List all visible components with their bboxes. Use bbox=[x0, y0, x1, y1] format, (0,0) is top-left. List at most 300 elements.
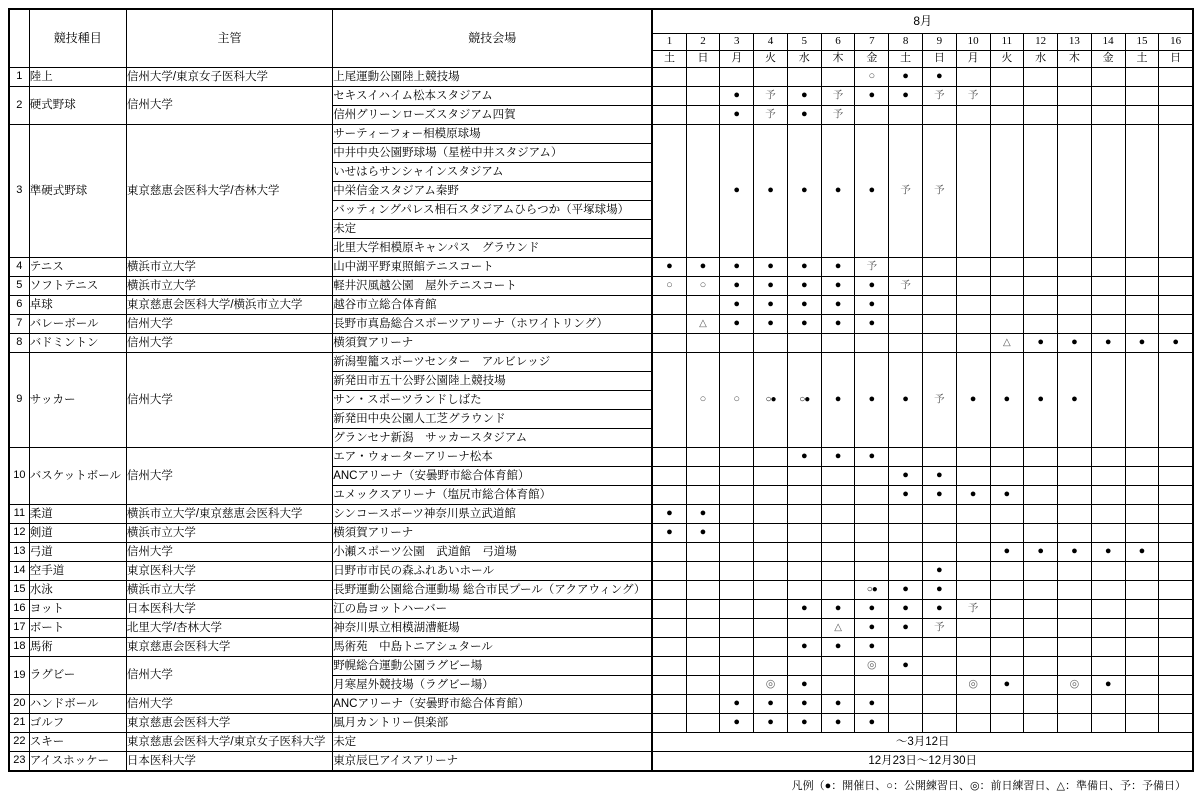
mark-competition-day: ● bbox=[699, 526, 707, 539]
schedule-cell-day-1 bbox=[652, 467, 686, 486]
schedule-cell-day-11 bbox=[990, 68, 1024, 87]
mark-competition-day: ● bbox=[936, 602, 943, 615]
organizer-name: 信州大学 bbox=[126, 315, 332, 334]
mark-reserve-day: 予 bbox=[765, 89, 776, 102]
schedule-cell-day-15 bbox=[1125, 334, 1159, 353]
row-number: 13 bbox=[9, 543, 29, 562]
schedule-cell-day-12 bbox=[1024, 486, 1058, 505]
schedule-cell-day-12 bbox=[1024, 524, 1058, 543]
mark-competition-day: ● bbox=[800, 678, 808, 691]
mark-competition-day: ● bbox=[733, 260, 741, 273]
schedule-cell-day-16 bbox=[1159, 581, 1193, 600]
mark-competition-day: ● bbox=[902, 602, 909, 615]
event-name: ハンドボール bbox=[29, 695, 126, 714]
mark-competition-day: ● bbox=[834, 716, 842, 729]
schedule-cell-day-6 bbox=[821, 638, 855, 657]
mark-competition-day: ● bbox=[868, 298, 876, 311]
schedule-cell-day-1 bbox=[652, 277, 686, 296]
schedule-cell-day-9 bbox=[922, 68, 956, 87]
mark-competition-day: ● bbox=[936, 469, 943, 482]
mark-prev-day-practice: ◎ bbox=[1069, 678, 1080, 691]
schedule-cell-day-10 bbox=[956, 467, 990, 486]
mark-competition-day: ● bbox=[1104, 336, 1112, 349]
day-weekday-3: 月 bbox=[720, 51, 754, 68]
organizer-name: 信州大学 bbox=[126, 448, 332, 505]
schedule-cell-day-1 bbox=[652, 315, 686, 334]
schedule-cell-day-9 bbox=[922, 467, 956, 486]
schedule-cell-day-6 bbox=[821, 106, 855, 125]
schedule-cell-day-15 bbox=[1125, 695, 1159, 714]
schedule-cell-day-9 bbox=[922, 486, 956, 505]
schedule-cell-day-13 bbox=[1058, 676, 1092, 695]
schedule-cell-day-3 bbox=[720, 68, 754, 87]
mark-competition-day: ● bbox=[868, 716, 876, 729]
mark-competition-day: ● bbox=[800, 89, 808, 102]
schedule-cell-day-11 bbox=[990, 258, 1024, 277]
table-row bbox=[9, 87, 1193, 106]
mark-competition-day: ● bbox=[902, 659, 909, 672]
schedule-cell-day-13 bbox=[1058, 334, 1092, 353]
schedule-cell-day-6 bbox=[821, 657, 855, 676]
schedule-cell-day-13 bbox=[1058, 714, 1092, 733]
mark-competition-day: ● bbox=[800, 602, 808, 615]
mark-competition-day: ● bbox=[834, 697, 842, 710]
mark-competition-day: ● bbox=[868, 184, 876, 197]
schedule-cell-day-7 bbox=[855, 334, 889, 353]
schedule-cell-day-7 bbox=[855, 125, 889, 258]
venue-name: グランセナ新潟 サッカースタジアム bbox=[333, 429, 653, 448]
schedule-cell-day-2 bbox=[686, 619, 720, 638]
schedule-cell-day-7 bbox=[855, 600, 889, 619]
schedule-cell-day-9 bbox=[922, 581, 956, 600]
schedule-cell-day-8 bbox=[889, 277, 923, 296]
schedule-cell-day-9 bbox=[922, 714, 956, 733]
schedule-cell-day-12 bbox=[1024, 353, 1058, 448]
mark-competition-day: ● bbox=[733, 298, 741, 311]
schedule-cell-day-7 bbox=[855, 258, 889, 277]
mark-competition-day: ● bbox=[1003, 488, 1011, 501]
schedule-cell-day-9 bbox=[922, 505, 956, 524]
schedule-cell-day-1 bbox=[652, 258, 686, 277]
mark-competition-day: ● bbox=[902, 469, 909, 482]
schedule-cell-day-13 bbox=[1058, 448, 1092, 467]
schedule-cell-day-2 bbox=[686, 315, 720, 334]
schedule-cell-day-4 bbox=[754, 334, 788, 353]
row-number: 21 bbox=[9, 714, 29, 733]
schedule-cell-day-7 bbox=[855, 467, 889, 486]
schedule-cell-day-2 bbox=[686, 600, 720, 619]
schedule-cell-day-5 bbox=[787, 315, 821, 334]
schedule-cell-day-1 bbox=[652, 486, 686, 505]
schedule-cell-day-15 bbox=[1125, 106, 1159, 125]
schedule-cell-day-9 bbox=[922, 106, 956, 125]
schedule-cell-day-13 bbox=[1058, 581, 1092, 600]
schedule-cell-day-3 bbox=[720, 676, 754, 695]
schedule-cell-day-6 bbox=[821, 315, 855, 334]
venue-name: 新発田中央公園人工芝グラウンド bbox=[333, 410, 653, 429]
schedule-cell-day-15 bbox=[1125, 315, 1159, 334]
schedule-cell-day-5 bbox=[787, 638, 821, 657]
table-header bbox=[9, 9, 1193, 68]
mark-preparation-day: △ bbox=[834, 622, 842, 634]
schedule-cell-day-10 bbox=[956, 315, 990, 334]
schedule-cell-day-10 bbox=[956, 581, 990, 600]
header-no bbox=[9, 9, 29, 68]
day-number-16: 16 bbox=[1159, 34, 1193, 51]
day-weekday-13: 木 bbox=[1058, 51, 1092, 68]
row-number: 11 bbox=[9, 505, 29, 524]
schedule-cell-day-12 bbox=[1024, 68, 1058, 87]
schedule-cell-day-6 bbox=[821, 448, 855, 467]
mark-preparation-day: △ bbox=[1003, 337, 1011, 349]
row-number: 17 bbox=[9, 619, 29, 638]
row-number: 19 bbox=[9, 657, 29, 695]
schedule-cell-day-11 bbox=[990, 676, 1024, 695]
mark-competition-day: ● bbox=[733, 108, 741, 121]
schedule-cell-day-8 bbox=[889, 486, 923, 505]
table-row bbox=[9, 752, 1193, 771]
schedule-cell-day-15 bbox=[1125, 68, 1159, 87]
day-weekday-2: 日 bbox=[686, 51, 720, 68]
venue-name: 長野市真島総合スポーツアリーナ（ホワイトリング） bbox=[333, 315, 653, 334]
schedule-cell-day-5 bbox=[787, 524, 821, 543]
mark-competition-day: ● bbox=[666, 507, 673, 520]
schedule-cell-day-4 bbox=[754, 353, 788, 448]
schedule-cell-day-7 bbox=[855, 562, 889, 581]
table-row bbox=[9, 68, 1193, 87]
schedule-cell-day-2 bbox=[686, 467, 720, 486]
organizer-name: 日本医科大学 bbox=[126, 600, 332, 619]
schedule-cell-day-6 bbox=[821, 676, 855, 695]
header-row-titles bbox=[9, 9, 1193, 34]
organizer-name: 信州大学 bbox=[126, 353, 332, 448]
schedule-cell-day-6 bbox=[821, 296, 855, 315]
event-name: 弓道 bbox=[29, 543, 126, 562]
schedule-cell-day-10 bbox=[956, 505, 990, 524]
schedule-cell-day-10 bbox=[956, 258, 990, 277]
schedule-period-note: 12月23日～12月30日 bbox=[652, 752, 1193, 771]
schedule-cell-day-4 bbox=[754, 106, 788, 125]
table-row bbox=[9, 733, 1193, 752]
venue-name: エア・ウォーターアリーナ松本 bbox=[333, 448, 653, 467]
mark-competition-day: ● bbox=[902, 89, 909, 102]
schedule-cell-day-15 bbox=[1125, 581, 1159, 600]
mark-competition-day: ● bbox=[969, 488, 977, 501]
schedule-cell-day-9 bbox=[922, 258, 956, 277]
schedule-cell-day-16 bbox=[1159, 695, 1193, 714]
schedule-cell-day-15 bbox=[1125, 353, 1159, 448]
table-row bbox=[9, 619, 1193, 638]
schedule-cell-day-1 bbox=[652, 353, 686, 448]
row-number: 5 bbox=[9, 277, 29, 296]
venue-name: 横須賀アリーナ bbox=[333, 524, 653, 543]
schedule-cell-day-8 bbox=[889, 695, 923, 714]
event-name: バドミントン bbox=[29, 334, 126, 353]
schedule-cell-day-5 bbox=[787, 505, 821, 524]
schedule-cell-day-1 bbox=[652, 581, 686, 600]
mark-competition-day: ● bbox=[767, 184, 774, 197]
mark-competition-day: ● bbox=[936, 70, 943, 83]
schedule-cell-day-8 bbox=[889, 315, 923, 334]
mark-competition-day: ● bbox=[1037, 545, 1044, 558]
schedule-cell-day-3 bbox=[720, 600, 754, 619]
schedule-cell-day-2 bbox=[686, 486, 720, 505]
venue-name: 月寒屋外競技場（ラグビー場） bbox=[333, 676, 653, 695]
day-weekday-6: 木 bbox=[821, 51, 855, 68]
schedule-cell-day-16 bbox=[1159, 296, 1193, 315]
schedule-cell-day-10 bbox=[956, 543, 990, 562]
schedule-cell-day-13 bbox=[1058, 657, 1092, 676]
organizer-name: 東京医科大学 bbox=[126, 562, 332, 581]
schedule-cell-day-8 bbox=[889, 638, 923, 657]
schedule-cell-day-10 bbox=[956, 695, 990, 714]
schedule-cell-day-14 bbox=[1091, 106, 1125, 125]
day-weekday-8: 土 bbox=[889, 51, 923, 68]
mark-competition-day: ● bbox=[834, 640, 842, 653]
schedule-cell-day-8 bbox=[889, 448, 923, 467]
schedule-cell-day-1 bbox=[652, 448, 686, 467]
day-number-8: 8 bbox=[889, 34, 923, 51]
schedule-cell-day-16 bbox=[1159, 619, 1193, 638]
schedule-cell-day-15 bbox=[1125, 125, 1159, 258]
mark-competition-day: ● bbox=[902, 70, 909, 83]
schedule-cell-day-8 bbox=[889, 619, 923, 638]
schedule-cell-day-2 bbox=[686, 581, 720, 600]
mark-competition-day: ● bbox=[1037, 393, 1044, 406]
schedule-cell-day-3 bbox=[720, 315, 754, 334]
schedule-cell-day-10 bbox=[956, 657, 990, 676]
schedule-cell-day-8 bbox=[889, 543, 923, 562]
schedule-cell-day-13 bbox=[1058, 486, 1092, 505]
schedule-cell-day-12 bbox=[1024, 543, 1058, 562]
mark-competition-day: ● bbox=[834, 602, 842, 615]
schedule-cell-day-15 bbox=[1125, 467, 1159, 486]
schedule-cell-day-3 bbox=[720, 524, 754, 543]
mark-competition-day: ● bbox=[800, 317, 808, 330]
schedule-cell-day-10 bbox=[956, 353, 990, 448]
mark-competition-day: ● bbox=[834, 184, 842, 197]
day-number-14: 14 bbox=[1091, 34, 1125, 51]
schedule-cell-day-14 bbox=[1091, 486, 1125, 505]
day-number-9: 9 bbox=[922, 34, 956, 51]
schedule-cell-day-3 bbox=[720, 543, 754, 562]
schedule-cell-day-14 bbox=[1091, 638, 1125, 657]
table-row bbox=[9, 353, 1193, 372]
row-number: 23 bbox=[9, 752, 29, 771]
schedule-cell-day-7 bbox=[855, 695, 889, 714]
mark-competition-day: ● bbox=[936, 564, 943, 577]
schedule-cell-day-11 bbox=[990, 581, 1024, 600]
mark-reserve-day: 予 bbox=[832, 108, 844, 121]
schedule-cell-day-16 bbox=[1159, 562, 1193, 581]
mark-competition-day: ● bbox=[902, 393, 909, 406]
mark-competition-day: ● bbox=[800, 716, 808, 729]
schedule-cell-day-13 bbox=[1058, 258, 1092, 277]
schedule-cell-day-3 bbox=[720, 87, 754, 106]
schedule-cell-day-14 bbox=[1091, 524, 1125, 543]
event-name: 硬式野球 bbox=[29, 87, 126, 125]
schedule-cell-day-4 bbox=[754, 676, 788, 695]
mark-competition-day: ● bbox=[868, 621, 876, 634]
schedule-cell-day-16 bbox=[1159, 505, 1193, 524]
table-row bbox=[9, 714, 1193, 733]
schedule-cell-day-15 bbox=[1125, 676, 1159, 695]
mark-competition-day: ● bbox=[800, 260, 808, 273]
schedule-cell-day-1 bbox=[652, 87, 686, 106]
schedule-cell-day-5 bbox=[787, 486, 821, 505]
schedule-cell-day-13 bbox=[1058, 524, 1092, 543]
schedule-cell-day-2 bbox=[686, 334, 720, 353]
schedule-cell-day-7 bbox=[855, 486, 889, 505]
mark-competition-day: ● bbox=[699, 507, 707, 520]
schedule-cell-day-7 bbox=[855, 315, 889, 334]
schedule-cell-day-11 bbox=[990, 106, 1024, 125]
schedule-cell-day-14 bbox=[1091, 125, 1125, 258]
schedule-cell-day-9 bbox=[922, 448, 956, 467]
schedule-cell-day-8 bbox=[889, 600, 923, 619]
organizer-name: 信州大学 bbox=[126, 657, 332, 695]
schedule-cell-day-15 bbox=[1125, 296, 1159, 315]
schedule-cell-day-6 bbox=[821, 695, 855, 714]
schedule-cell-day-12 bbox=[1024, 258, 1058, 277]
schedule-cell-day-8 bbox=[889, 524, 923, 543]
schedule-cell-day-1 bbox=[652, 334, 686, 353]
schedule-cell-day-11 bbox=[990, 657, 1024, 676]
organizer-name: 東京慈恵会医科大学/杏林大学 bbox=[126, 125, 332, 258]
venue-name: 未定 bbox=[333, 733, 653, 752]
schedule-cell-day-11 bbox=[990, 714, 1024, 733]
organizer-name: 横浜市立大学 bbox=[126, 524, 332, 543]
event-name: ヨット bbox=[29, 600, 126, 619]
schedule-cell-day-2 bbox=[686, 543, 720, 562]
mark-competition-day: ● bbox=[868, 393, 876, 406]
day-weekday-14: 金 bbox=[1091, 51, 1125, 68]
venue-name: ユメックスアリーナ（塩尻市総合体育館） bbox=[333, 486, 653, 505]
table-row bbox=[9, 277, 1193, 296]
schedule-cell-day-2 bbox=[686, 448, 720, 467]
mark-competition-day: ● bbox=[902, 488, 909, 501]
mark-competition-day: ● bbox=[767, 716, 774, 729]
day-number-13: 13 bbox=[1058, 34, 1092, 51]
schedule-cell-day-8 bbox=[889, 657, 923, 676]
schedule-cell-day-1 bbox=[652, 600, 686, 619]
mark-prev-day-practice: ◎ bbox=[867, 659, 877, 672]
venue-name: 新潟聖籠スポーツセンター アルビレッジ bbox=[333, 353, 653, 372]
table-row bbox=[9, 125, 1193, 144]
schedule-cell-day-5 bbox=[787, 600, 821, 619]
schedule-cell-day-16 bbox=[1159, 353, 1193, 448]
schedule-cell-day-15 bbox=[1125, 619, 1159, 638]
venue-name: ANCアリーナ（安曇野市総合体育館） bbox=[333, 695, 653, 714]
schedule-cell-day-1 bbox=[652, 505, 686, 524]
schedule-cell-day-5 bbox=[787, 334, 821, 353]
table-row bbox=[9, 638, 1193, 657]
schedule-cell-day-6 bbox=[821, 600, 855, 619]
schedule-cell-day-4 bbox=[754, 258, 788, 277]
schedule-cell-day-2 bbox=[686, 87, 720, 106]
schedule-cell-day-11 bbox=[990, 125, 1024, 258]
schedule-cell-day-4 bbox=[754, 657, 788, 676]
schedule-cell-day-9 bbox=[922, 296, 956, 315]
row-number: 15 bbox=[9, 581, 29, 600]
schedule-cell-day-14 bbox=[1091, 600, 1125, 619]
table-body bbox=[9, 68, 1193, 771]
organizer-name: 横浜市立大学 bbox=[126, 258, 332, 277]
schedule-cell-day-15 bbox=[1125, 448, 1159, 467]
day-number-6: 6 bbox=[821, 34, 855, 51]
mark-open-practice-day: ○ bbox=[699, 393, 707, 406]
schedule-cell-day-8 bbox=[889, 296, 923, 315]
schedule-cell-day-2 bbox=[686, 657, 720, 676]
schedule-cell-day-12 bbox=[1024, 125, 1058, 258]
venue-name: 新発田市五十公野公園陸上競技場 bbox=[333, 372, 653, 391]
schedule-cell-day-15 bbox=[1125, 87, 1159, 106]
mark-competition-day: ● bbox=[733, 279, 741, 292]
event-name: 剣道 bbox=[29, 524, 126, 543]
table-row bbox=[9, 600, 1193, 619]
schedule-cell-day-1 bbox=[652, 543, 686, 562]
schedule-cell-day-3 bbox=[720, 562, 754, 581]
schedule-cell-day-2 bbox=[686, 125, 720, 258]
schedule-cell-day-16 bbox=[1159, 543, 1193, 562]
organizer-name: 信州大学 bbox=[126, 334, 332, 353]
schedule-cell-day-5 bbox=[787, 581, 821, 600]
schedule-cell-day-11 bbox=[990, 562, 1024, 581]
schedule-cell-day-8 bbox=[889, 258, 923, 277]
schedule-cell-day-2 bbox=[686, 695, 720, 714]
day-weekday-9: 日 bbox=[922, 51, 956, 68]
schedule-cell-day-12 bbox=[1024, 87, 1058, 106]
schedule-cell-day-8 bbox=[889, 562, 923, 581]
row-number: 12 bbox=[9, 524, 29, 543]
day-number-2: 2 bbox=[686, 34, 720, 51]
schedule-cell-day-14 bbox=[1091, 505, 1125, 524]
schedule-cell-day-7 bbox=[855, 676, 889, 695]
day-number-5: 5 bbox=[787, 34, 821, 51]
organizer-name: 北里大学/杏林大学 bbox=[126, 619, 332, 638]
schedule-cell-day-3 bbox=[720, 277, 754, 296]
organizer-name: 横浜市立大学 bbox=[126, 581, 332, 600]
competition-schedule-table bbox=[8, 8, 1194, 772]
organizer-name: 信州大学 bbox=[126, 87, 332, 125]
schedule-cell-day-6 bbox=[821, 258, 855, 277]
schedule-cell-day-6 bbox=[821, 524, 855, 543]
schedule-cell-day-4 bbox=[754, 524, 788, 543]
mark-competition-day: ● bbox=[834, 317, 842, 330]
event-name: ゴルフ bbox=[29, 714, 126, 733]
mark-competition-day: ● bbox=[834, 450, 842, 463]
schedule-cell-day-16 bbox=[1159, 714, 1193, 733]
mark-competition-day: ● bbox=[868, 89, 876, 102]
schedule-cell-day-11 bbox=[990, 87, 1024, 106]
mark-competition-day: ● bbox=[666, 260, 673, 273]
mark-open-practice-day: ○ bbox=[666, 279, 673, 292]
schedule-cell-day-8 bbox=[889, 334, 923, 353]
schedule-cell-day-7 bbox=[855, 543, 889, 562]
schedule-cell-day-10 bbox=[956, 448, 990, 467]
schedule-cell-day-14 bbox=[1091, 315, 1125, 334]
schedule-cell-day-4 bbox=[754, 87, 788, 106]
event-name: 水泳 bbox=[29, 581, 126, 600]
schedule-cell-day-3 bbox=[720, 334, 754, 353]
schedule-cell-day-14 bbox=[1091, 562, 1125, 581]
header-event: 競技種目 bbox=[29, 9, 126, 68]
schedule-cell-day-15 bbox=[1125, 505, 1159, 524]
schedule-cell-day-6 bbox=[821, 714, 855, 733]
schedule-cell-day-6 bbox=[821, 505, 855, 524]
schedule-cell-day-15 bbox=[1125, 486, 1159, 505]
schedule-cell-day-7 bbox=[855, 524, 889, 543]
